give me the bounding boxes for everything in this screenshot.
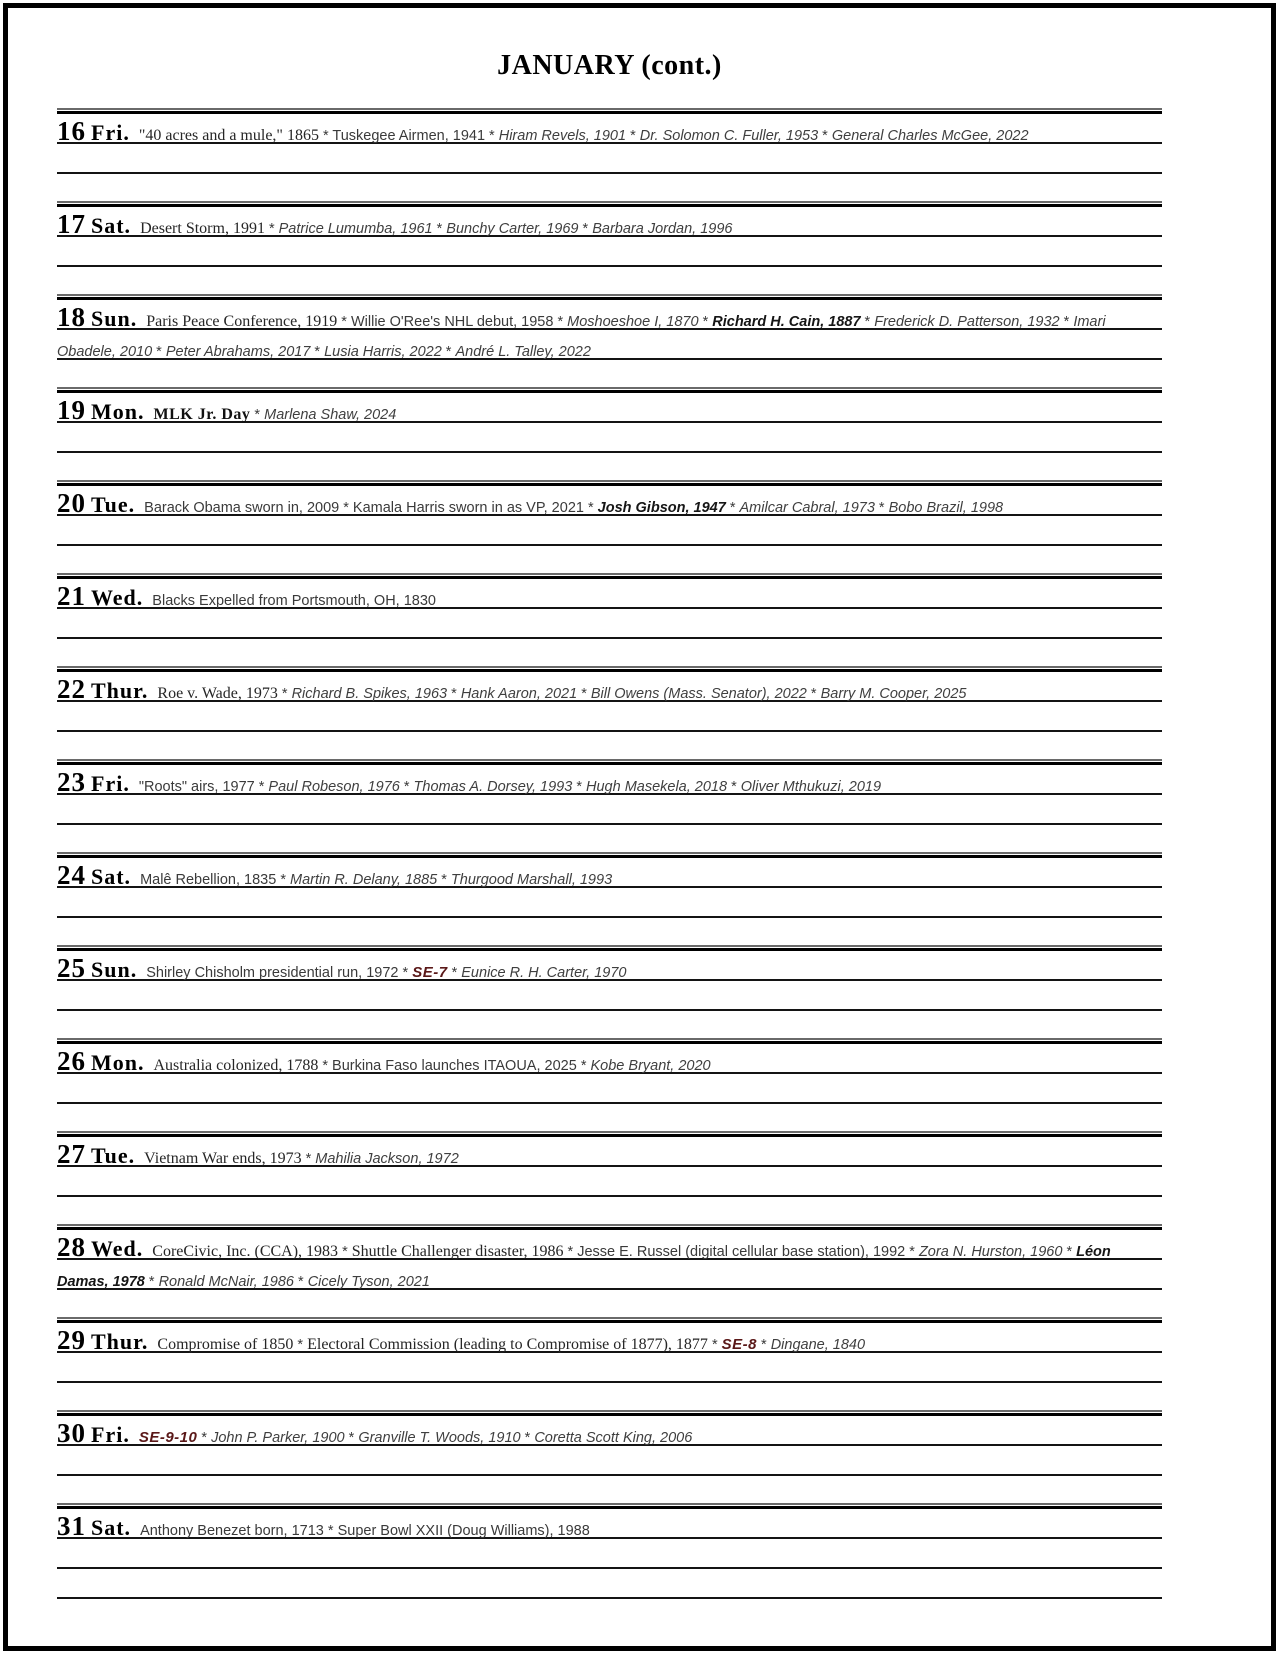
event-text: Bobo Brazil, 1998 xyxy=(888,500,1004,516)
event-separator: * xyxy=(294,1274,308,1290)
event-separator: * xyxy=(577,686,591,702)
event-separator: * xyxy=(152,344,166,360)
day-label: Sat. xyxy=(91,213,132,238)
event-text: Thomas A. Dorsey, 1993 xyxy=(413,779,573,795)
event-text: Richard H. Cain, 1887 xyxy=(712,314,861,330)
event-text: Barbara Jordan, 1996 xyxy=(592,221,733,237)
event-text: Josh Gibson, 1947 xyxy=(597,500,726,516)
day-events xyxy=(140,1522,590,1539)
event-separator: * xyxy=(757,1337,771,1353)
day-events xyxy=(140,220,732,237)
day-entry xyxy=(57,666,1162,734)
day-entry xyxy=(57,387,1162,455)
day-entry xyxy=(57,1038,1162,1106)
day-entry xyxy=(57,480,1162,548)
day-entry xyxy=(57,1131,1162,1199)
ruled-lines xyxy=(57,486,1162,548)
day-events xyxy=(139,127,1029,144)
page-content xyxy=(57,0,1162,1626)
event-text: Roe v. Wade, 1973 xyxy=(157,685,278,702)
event-text: CoreCivic, Inc. (CCA), 1983 xyxy=(152,1243,339,1260)
day-label: Sun. xyxy=(91,957,138,982)
event-separator: * xyxy=(707,1337,722,1353)
event-text: Patrice Lumumba, 1961 xyxy=(278,221,433,237)
event-text: Eunice R. H. Carter, 1970 xyxy=(461,965,627,981)
event-text: Kobe Bryant, 2020 xyxy=(590,1058,711,1074)
day-entry xyxy=(57,294,1162,362)
event-text: Hank Aaron, 2021 xyxy=(460,686,578,702)
event-text: "Roots" airs, 1977 xyxy=(138,779,255,795)
event-separator: * xyxy=(583,500,598,516)
event-separator: * xyxy=(264,221,279,237)
ruled-lines xyxy=(57,393,1162,455)
event-text: Dingane, 1840 xyxy=(770,1337,866,1353)
event-separator: * xyxy=(1062,1244,1077,1260)
event-separator: * xyxy=(144,1274,159,1290)
event-text: Granville T. Woods, 1910 xyxy=(358,1430,521,1446)
event-text: Electoral Commission (leading to Compromise of 1877), 1877 xyxy=(307,1336,708,1353)
event-separator: * xyxy=(277,686,292,702)
ruled-lines xyxy=(57,672,1162,734)
event-text: Zora N. Hurston, 1960 xyxy=(918,1244,1063,1260)
event-text: Burkina Faso launches ITAOUA, 2025 xyxy=(332,1058,577,1074)
event-text: Compromise of 1850 xyxy=(157,1336,294,1353)
event-text: "40 acres and a mule," 1865 xyxy=(138,127,319,144)
day-events xyxy=(157,685,966,702)
day-number: 23 xyxy=(57,767,86,797)
day-entry xyxy=(57,573,1162,641)
event-text: Bill Owens (Mass. Senator), 2022 xyxy=(590,686,807,702)
event-separator: * xyxy=(338,1244,352,1260)
day-entry xyxy=(57,108,1162,176)
day-entry xyxy=(57,1317,1162,1385)
day-events xyxy=(146,964,626,981)
day-label: Fri. xyxy=(91,120,130,145)
event-text: Hiram Revels, 1901 xyxy=(498,128,627,144)
event-separator: * xyxy=(437,872,451,888)
event-separator: * xyxy=(399,779,414,795)
event-separator: * xyxy=(818,128,832,144)
ruled-lines xyxy=(57,300,1162,362)
event-separator: * xyxy=(576,1058,591,1074)
day-entry xyxy=(57,759,1162,827)
day-number: 28 xyxy=(57,1232,86,1262)
event-text: Dr. Solomon C. Fuller, 1953 xyxy=(639,128,819,144)
event-text: Mahilia Jackson, 1972 xyxy=(315,1151,459,1167)
event-separator: * xyxy=(1059,314,1074,330)
event-separator: * xyxy=(344,1430,359,1446)
days-list xyxy=(57,108,1162,1601)
event-separator: * xyxy=(398,965,413,981)
day-entry xyxy=(57,852,1162,920)
day-events xyxy=(139,1429,692,1446)
day-label: Sun. xyxy=(91,306,138,331)
day-entry xyxy=(57,1224,1162,1292)
event-separator: * xyxy=(572,779,586,795)
event-text: Frederick D. Patterson, 1932 xyxy=(874,314,1060,330)
day-events xyxy=(154,1057,711,1074)
day-number: 25 xyxy=(57,953,86,983)
event-text: Léon Damas, 1978 xyxy=(57,1244,1111,1290)
event-text: Lusia Harris, 2022 xyxy=(324,344,442,360)
event-separator: * xyxy=(874,500,889,516)
ruled-lines xyxy=(57,1137,1162,1199)
ruled-lines xyxy=(57,1323,1162,1385)
event-text: Oliver Mthukuzi, 2019 xyxy=(740,779,882,795)
day-number: 27 xyxy=(57,1139,86,1169)
event-text: Barry M. Cooper, 2025 xyxy=(820,686,967,702)
event-separator: * xyxy=(563,1244,578,1260)
event-text: Cicely Tyson, 2021 xyxy=(307,1274,430,1290)
event-separator: * xyxy=(626,128,640,144)
event-text: Tuskegee Airmen, 1941 xyxy=(332,128,486,144)
day-number: 31 xyxy=(57,1511,86,1541)
day-label: Mon. xyxy=(91,399,145,424)
ruled-lines xyxy=(57,1044,1162,1106)
ruled-lines xyxy=(57,1230,1162,1292)
event-separator: * xyxy=(254,779,269,795)
day-number: 19 xyxy=(57,395,86,425)
day-number: 29 xyxy=(57,1325,86,1355)
day-events xyxy=(144,1150,459,1167)
event-separator: * xyxy=(432,221,447,237)
day-label: Fri. xyxy=(91,1422,130,1447)
event-text: Jesse E. Russel (digital cellular base station), 1992 xyxy=(577,1244,906,1260)
day-label: Tue. xyxy=(91,492,136,517)
event-text: SE-9-10 xyxy=(138,1429,198,1446)
event-text: Martin R. Delany, 1885 xyxy=(290,872,438,888)
event-text: André L. Talley, 2022 xyxy=(455,344,591,360)
ruled-lines xyxy=(57,1416,1162,1478)
event-text: Imari Obadele, 2010 xyxy=(57,314,1106,360)
event-separator: * xyxy=(860,314,875,330)
event-separator: * xyxy=(318,128,333,144)
event-text: Amilcar Cabral, 1973 xyxy=(739,500,875,516)
ruled-lines xyxy=(57,765,1162,827)
event-text: Vietnam War ends, 1973 xyxy=(144,1150,302,1167)
event-text: Malê Rebellion, 1835 xyxy=(140,872,277,888)
event-separator: * xyxy=(293,1337,308,1353)
page-title: JANUARY (cont.) xyxy=(497,50,722,81)
event-text: Bunchy Carter, 1969 xyxy=(446,221,579,237)
day-number: 24 xyxy=(57,860,86,890)
day-entry xyxy=(57,201,1162,269)
event-separator: * xyxy=(727,779,741,795)
event-separator: * xyxy=(318,1058,333,1074)
day-events xyxy=(140,871,612,888)
event-separator: * xyxy=(553,314,568,330)
event-text: Marlena Shaw, 2024 xyxy=(264,407,397,423)
event-text: Ronald McNair, 1986 xyxy=(158,1274,294,1290)
event-separator: * xyxy=(905,1244,919,1260)
event-text: Thurgood Marshall, 1993 xyxy=(450,872,613,888)
event-text: Hugh Masekela, 2018 xyxy=(586,779,728,795)
ruled-lines xyxy=(57,579,1162,641)
day-events xyxy=(57,1243,1111,1290)
day-label: Thur. xyxy=(91,678,149,703)
event-separator: * xyxy=(698,314,713,330)
ruled-lines xyxy=(57,858,1162,920)
event-separator: * xyxy=(441,344,456,360)
event-text: Moshoeshoe I, 1870 xyxy=(567,314,699,330)
ruled-lines xyxy=(57,207,1162,269)
event-separator: * xyxy=(337,314,351,330)
event-text: SE-8 xyxy=(721,1336,757,1353)
event-separator: * xyxy=(301,1151,316,1167)
event-text: Peter Abrahams, 2017 xyxy=(165,344,311,360)
event-text: SE-7 xyxy=(412,964,448,981)
day-entry xyxy=(57,945,1162,1013)
event-text: Richard B. Spikes, 1963 xyxy=(291,686,448,702)
day-events xyxy=(144,499,1003,516)
day-entry xyxy=(57,1503,1162,1601)
event-separator: * xyxy=(310,344,325,360)
day-number: 21 xyxy=(57,581,86,611)
event-separator: * xyxy=(276,872,290,888)
event-text: MLK Jr. Day xyxy=(153,406,251,423)
event-separator: * xyxy=(339,500,353,516)
event-text: John P. Parker, 1900 xyxy=(211,1430,345,1446)
event-text: Super Bowl XXII (Doug Williams), 1988 xyxy=(337,1523,590,1539)
event-text: General Charles McGee, 2022 xyxy=(831,128,1029,144)
day-number: 20 xyxy=(57,488,86,518)
event-text: Paul Robeson, 1976 xyxy=(268,779,400,795)
day-label: Mon. xyxy=(91,1050,145,1075)
event-separator: * xyxy=(197,1430,212,1446)
day-events xyxy=(57,313,1106,360)
day-label: Tue. xyxy=(91,1143,136,1168)
day-label: Wed. xyxy=(91,585,144,610)
day-number: 26 xyxy=(57,1046,86,1076)
event-separator: * xyxy=(578,221,593,237)
day-events xyxy=(139,778,881,795)
event-text: Desert Storm, 1991 xyxy=(140,220,265,237)
event-separator: * xyxy=(806,686,821,702)
day-label: Thur. xyxy=(91,1329,149,1354)
day-label: Fri. xyxy=(91,771,130,796)
day-label: Wed. xyxy=(91,1236,144,1261)
event-text: Kamala Harris sworn in as VP, 2021 xyxy=(352,500,584,516)
day-label: Sat. xyxy=(91,864,132,889)
day-entry xyxy=(57,1410,1162,1478)
day-number: 18 xyxy=(57,302,86,332)
event-separator: * xyxy=(725,500,740,516)
event-separator: * xyxy=(520,1430,535,1446)
ruled-lines xyxy=(57,1509,1162,1601)
event-text: Australia colonized, 1788 xyxy=(153,1057,319,1074)
day-number: 17 xyxy=(57,209,86,239)
event-text: Coretta Scott King, 2006 xyxy=(534,1430,693,1446)
event-separator: * xyxy=(250,407,265,423)
event-text: Paris Peace Conference, 1919 xyxy=(146,313,338,330)
day-events xyxy=(154,406,397,423)
event-text: Barack Obama sworn in, 2009 xyxy=(144,500,340,516)
event-text: Shirley Chisholm presidential run, 1972 xyxy=(146,965,399,981)
day-events xyxy=(152,592,436,609)
ruled-lines xyxy=(57,951,1162,1013)
event-separator: * xyxy=(485,128,499,144)
day-number: 16 xyxy=(57,116,86,146)
event-text: Shuttle Challenger disaster, 1986 xyxy=(351,1243,564,1260)
day-number: 30 xyxy=(57,1418,86,1448)
ruled-lines xyxy=(57,114,1162,176)
event-separator: * xyxy=(323,1523,338,1539)
day-events xyxy=(157,1336,865,1353)
event-text: Willie O'Ree's NHL debut, 1958 xyxy=(350,314,554,330)
event-text: Anthony Benezet born, 1713 xyxy=(140,1523,324,1539)
event-separator: * xyxy=(447,965,462,981)
event-text: Blacks Expelled from Portsmouth, OH, 1830 xyxy=(152,593,436,609)
day-number: 22 xyxy=(57,674,86,704)
event-separator: * xyxy=(447,686,461,702)
day-label: Sat. xyxy=(91,1515,132,1540)
